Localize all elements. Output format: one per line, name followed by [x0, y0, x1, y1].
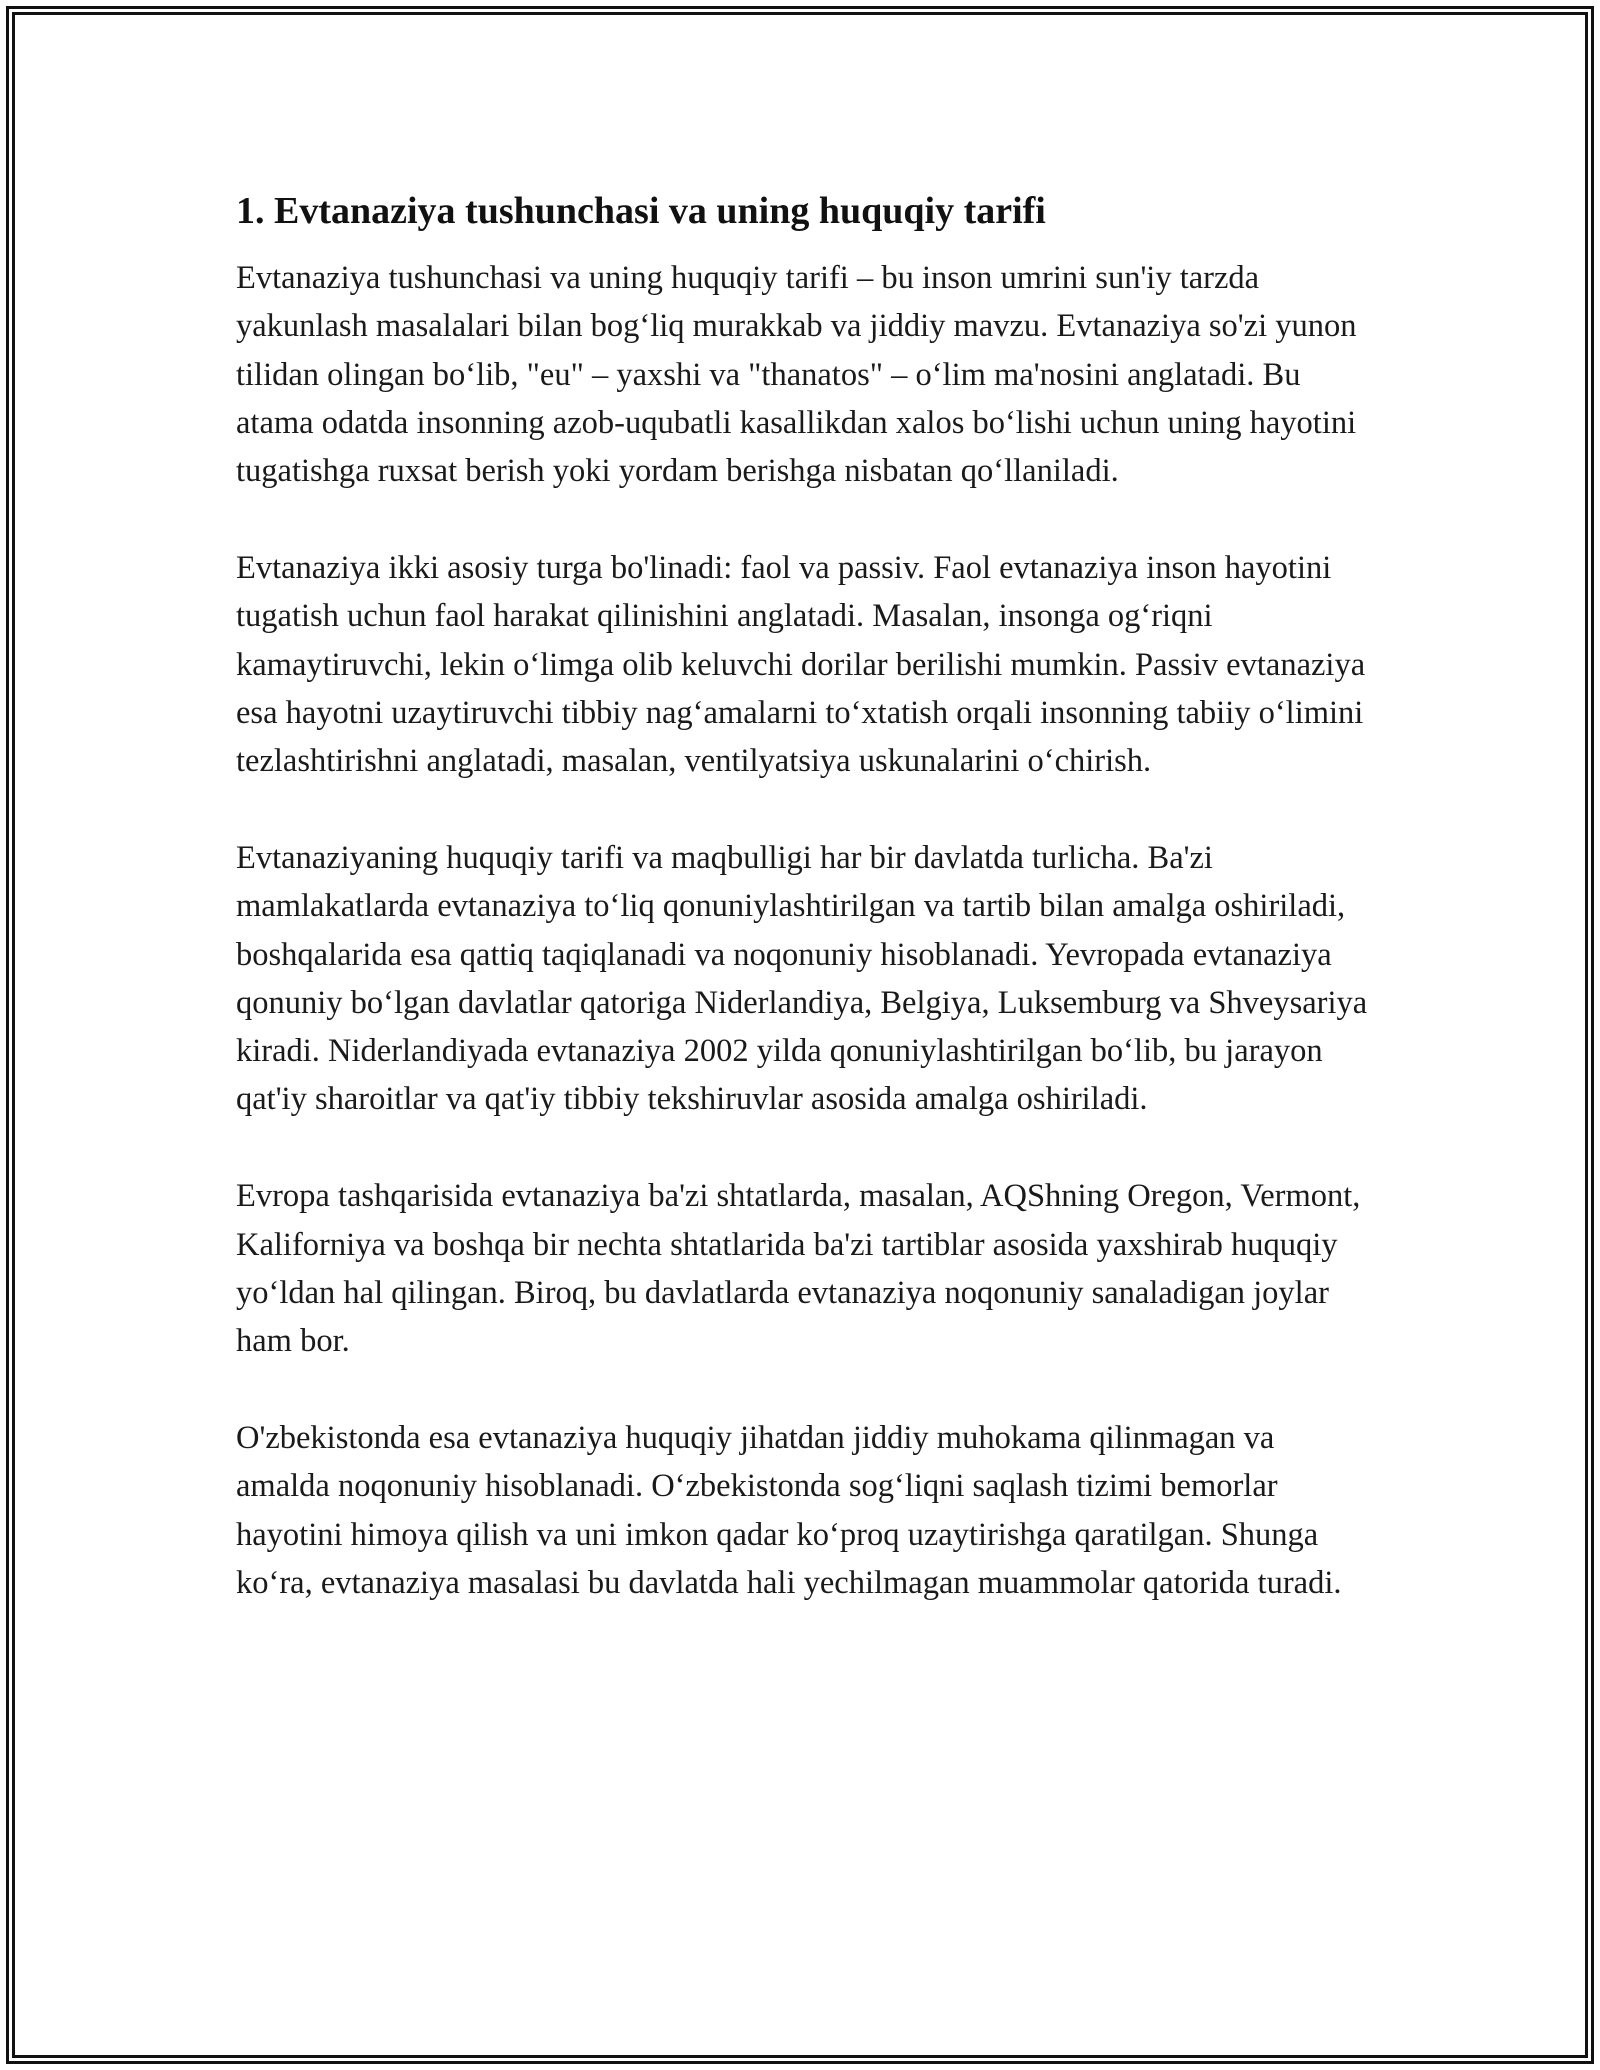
- paragraph-types: Evtanaziya ikki asosiy turga bo'linadi: faol va passiv. Faol evtanaziya inson hayotini tugatish uchun faol harakat qilinishini anglatadi. Masalan, insonga og‘riqni kamaytiruvchi, lekin o‘limga olib keluvchi dorilar berilishi mumkin. Passiv evtanaziya esa hayotni uzaytiruvchi tibbiy nag‘amalarni to‘xtatish orqali insonning tabiiy o‘limini tezlashtirishni anglatadi, masalan, ventilyatsiya uskunalarini o‘chirish.: [236, 549, 1366, 780]
- document-body: [236, 186, 1370, 1656]
- paragraph-outside-europe: Evropa tashqarisida evtanaziya ba'zi shtatlarda, masalan, AQShning Oregon, Vermont, Kaliforniya va boshqa bir nechta shtatlarida ba'zi tartiblar asosida yaxshirab huquqiy yo‘ldan hal qilingan. Biroq, bu davlatlarda evtanaziya noqonuniy sanaladigan joylar ham bor.: [236, 1178, 1361, 1360]
- paragraph-legal-status: Evtanaziyaning huquqiy tarifi va maqbulligi har bir davlatda turlicha. Ba'zi mamlakatlarda evtanaziya to‘liq qonuniylashtirilgan va tartib bilan amalga oshiriladi, boshqalarida esa qattiq taqiqlanadi va noqonuniy hisoblanadi. Yevropada evtanaziya qonuniy bo‘lgan davlatlar qatoriga Niderlandiya, Belgiya, Luksemburg va Shveysariya kiradi. Niderlandiyada evtanaziya 2002 yilda qonuniylashtirilgan bo‘lib, bu jarayon qat'iy sharoitlar va qat'iy tibbiy tekshiruvlar asosida amalga oshiriladi.: [236, 839, 1368, 1118]
- section-heading: 1. Evtanaziya tushunchasi va uning huquqiy tarifi: [236, 190, 1046, 232]
- paragraph-uzbekistan: O'zbekistonda esa evtanaziya huquqiy jihatdan jiddiy muhokama qilinmagan va amalda noqonuniy hisoblanadi. O‘zbekistonda sog‘liqni saqlash tizimi bemorlar hayotini himoya qilish va uni imkon qadar ko‘proq uzaytirishga qaratilgan. Shunga ko‘ra, evtanaziya masalasi bu davlatda hali yechilmagan muammolar qatorida turadi.: [236, 1419, 1342, 1601]
- paragraph-definition: Evtanaziya tushunchasi va uning huquqiy tarifi – bu inson umrini sun'iy tarzda yakunlash masalalari bilan bog‘liq murakkab va jiddiy mavzu. Evtanaziya so'zi yunon tilidan olingan bo‘lib, "eu" – yaxshi va "thanatos" – o‘lim ma'nosini anglatadi. Bu atama odatda insonning azob-uqubatli kasallikdan xalos bo‘lishi uchun uning hayotini tugatishga ruxsat berish yoki yordam berishga nisbatan qo‘llaniladi.: [236, 260, 1357, 490]
